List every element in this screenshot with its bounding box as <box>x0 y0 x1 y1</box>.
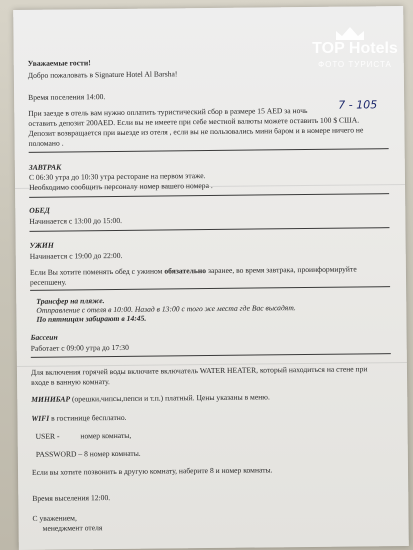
dinner-text-a: Если Вы хотите поменять обед с ужином <box>29 266 165 277</box>
breakfast-line-1: С 06:30 утра до 10:30 утра ресторане на первом этаже. <box>28 171 206 182</box>
dinner-text-c: заранее, во время завтрака, проинформируйте <box>206 264 357 276</box>
transfer-title: Трансфер на пляже. <box>36 296 105 306</box>
wifi-password: PASSWORD – 8 номер комнаты. <box>35 448 141 459</box>
transfer-line-2: По пятницам забирают в 14:45. <box>36 313 147 324</box>
call-room-line: Если вы хотите позвонить в другую комнату, наберите 8 и номер комнаты. <box>31 465 273 477</box>
lunch-title: ОБЕД <box>29 205 50 215</box>
water-line-1: Для включения горячей воды включите включатель WATER HEATER, который находиться на стене при <box>30 364 368 377</box>
divider <box>30 286 390 291</box>
wifi-line <box>31 414 126 423</box>
tax-line-3: Депозит возвращается при выезде из отеля , если вы не пользовались мини баром и в номере ничего не <box>28 125 364 138</box>
breakfast-line-2: Необходимо сообщить персоналу номер вашего номера . <box>28 180 213 192</box>
lunch-line-1: Начинается с 13:00 до 15:00. <box>29 215 123 226</box>
watermark-tagline: ФОТО ТУРИСТА <box>318 60 392 69</box>
hotel-info-sheet <box>13 6 409 550</box>
sign-line-2: менеджмент отеля <box>42 523 103 533</box>
divider <box>31 353 391 358</box>
divider <box>29 193 389 198</box>
dinner-line-1: Начинается с 19:00 до 22:00. <box>29 250 123 261</box>
dinner-title: УЖИН <box>29 240 54 250</box>
pool-title: Бассеин <box>30 332 58 342</box>
handwritten-note: 7 - 105 <box>338 98 378 112</box>
pool-line-1: Работает с 09:00 утра до 17:30 <box>30 342 129 353</box>
divider <box>29 227 389 232</box>
water-line-2: входе в ванную комнату. <box>31 377 110 387</box>
sign-line-1: С уважением, <box>32 513 77 523</box>
wifi-text: в гостинице бесплатно. <box>49 412 127 423</box>
dinner-line-2 <box>30 265 357 276</box>
breakfast-title: ЗАВТРАК <box>28 162 62 172</box>
divider <box>29 148 389 153</box>
tax-line-4: поломано . <box>28 138 64 148</box>
watermark-brand: TOP Hotels <box>312 40 398 57</box>
dinner-text-bold: обязательно <box>164 266 207 276</box>
greeting: Уважаемые гости! <box>27 58 91 68</box>
checkin-time: Время поселения 14:00. <box>28 92 106 102</box>
tax-line-1: При заезде в отель вам нужно оплатить туристический сбор в размере 15 AED за ночь <box>28 105 308 118</box>
transfer-line-1: Отправление с отеля в 10:00. Назад в 13:00 с того же места где Вас высадят. <box>36 303 296 315</box>
tax-line-2: оставить депозит 200AED. Если вы не имеете при себе местной валюты можете оставить 100 $ США. <box>28 115 360 128</box>
minibar-line <box>31 393 270 403</box>
wifi-label: WIFI <box>31 413 50 423</box>
tophotels-watermark <box>303 26 407 76</box>
wifi-user: USER - номер комнаты, <box>35 430 132 441</box>
minibar-text: (орешки,чипсы,пепси и т.п.) платный. Цены указаны в меню. <box>70 392 270 404</box>
checkout-time: Время выселения 12:00. <box>32 493 111 503</box>
dinner-line-3: ресепшену. <box>29 277 67 287</box>
welcome-line: Добро пожаловать в Signature Hotel Al Barsha! <box>27 69 178 80</box>
minibar-label: МИНИБАР <box>31 394 71 404</box>
